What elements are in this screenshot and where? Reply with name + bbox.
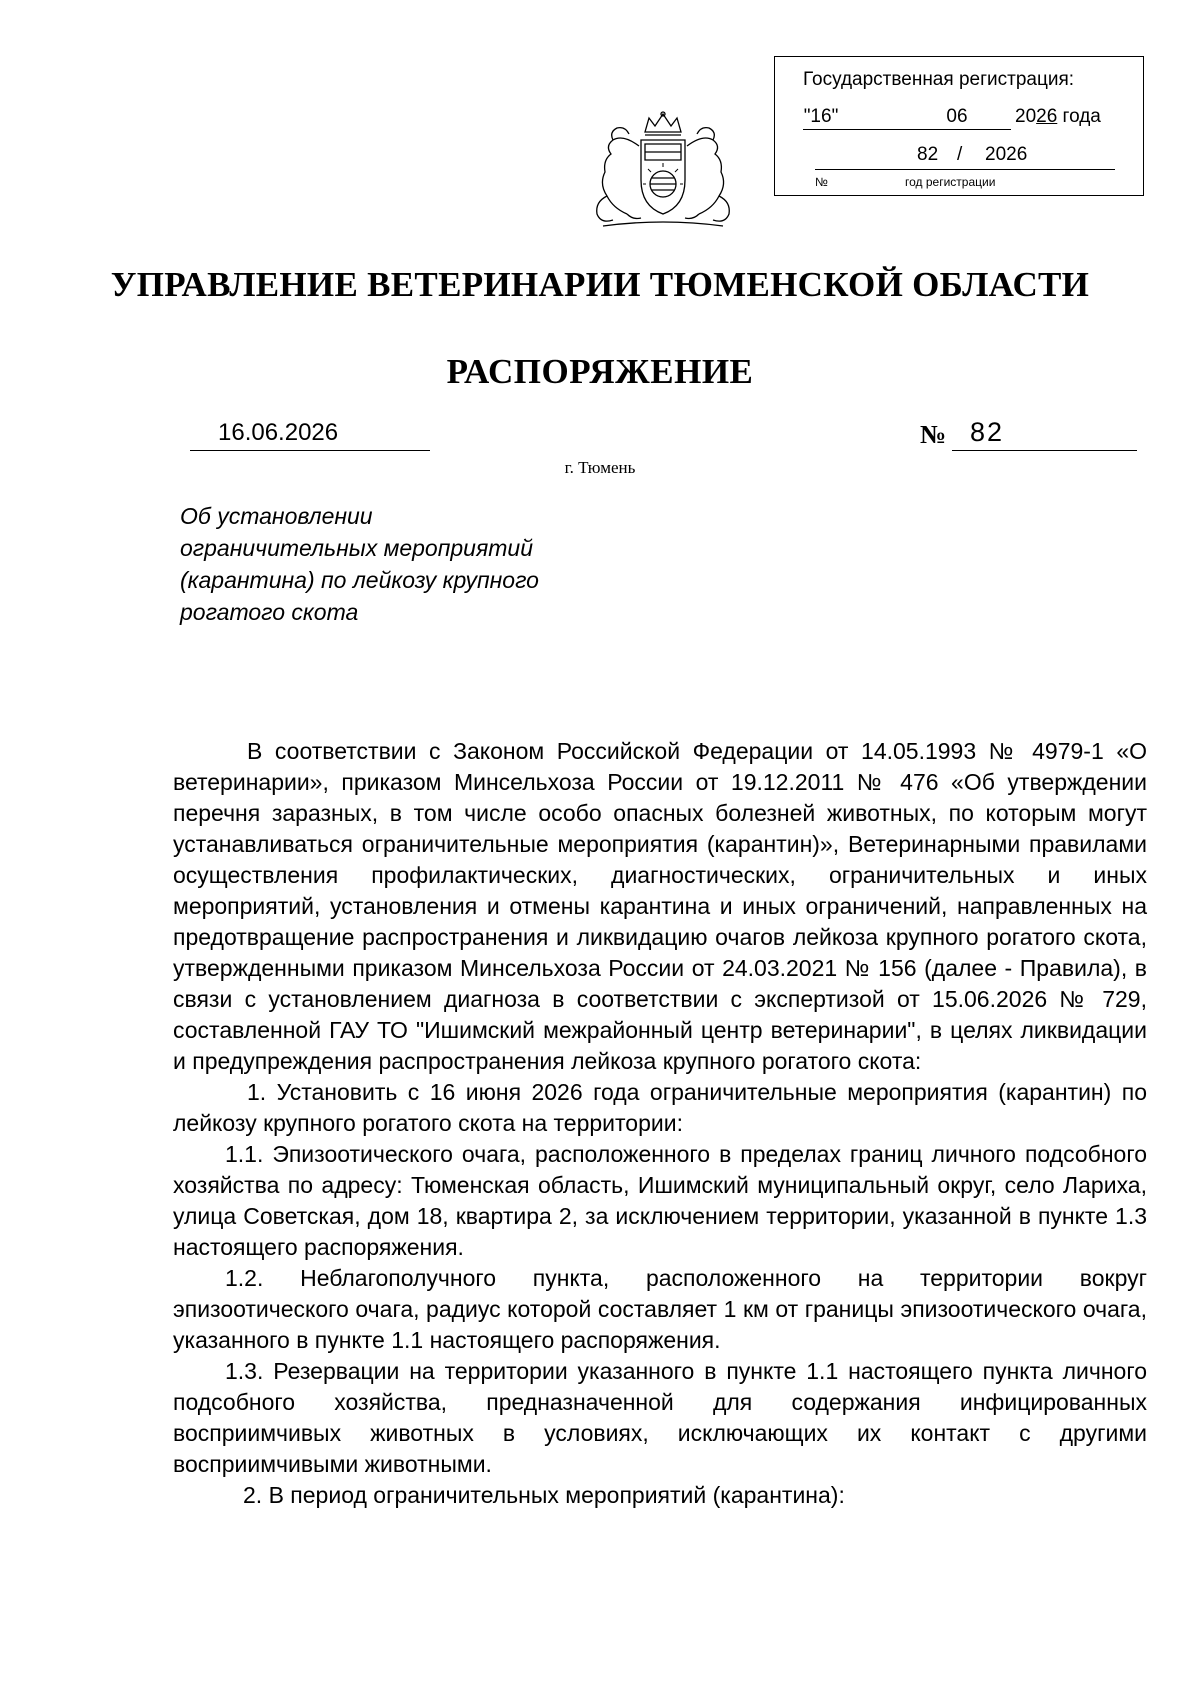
document-body [173, 736, 1147, 1511]
registration-number: 82 [917, 144, 939, 165]
registration-year-suffix: года [1057, 106, 1101, 127]
registration-caption-number: № [815, 175, 828, 189]
document-number-line [952, 416, 1137, 451]
registration-slash: / [957, 144, 963, 165]
document-type: РАСПОРЯЖЕНИЕ [446, 352, 754, 391]
document-city: г. Тюмень [564, 458, 636, 477]
organization-title: УПРАВЛЕНИЕ ВЕТЕРИНАРИИ ТЮМЕНСКОЙ ОБЛАСТИ [110, 265, 1090, 304]
registration-year-group [1015, 105, 1101, 129]
registration-title: Государственная регистрация: [803, 69, 1075, 90]
registration-month: 06 [919, 105, 995, 130]
document-date: 16.06.2026 [218, 419, 339, 446]
clause-1-1: 1.1. Эпизоотического очага, расположенного в пределах границ личного подсобного хозяйства по адресу: Тюменская область, Ишимский муниципальный округ, село Лариха, улица Советская, дом 18, квартира 2, за исключением территории, указанной в пункте 1.3 настоящего распоряжения. [173, 1141, 1147, 1260]
clause-2: 2. В период ограничительных мероприятий (карантина): [243, 1482, 845, 1508]
registration-date [803, 105, 1123, 131]
clause-1: 1. Установить с 16 июня 2026 года ограничительные мероприятия (карантин) по лейкозу крупного рогатого скота на территории: [173, 1079, 1147, 1136]
registration-year: 2026 [985, 144, 1028, 165]
document-number-label: № [920, 420, 947, 449]
registration-number-line [815, 143, 1115, 170]
coat-of-arms-icon [583, 110, 743, 232]
document-number: 82 [970, 417, 1005, 447]
registration-stamp [774, 56, 1144, 196]
clause-1-3: 1.3. Резервации на территории указанного в пункте 1.1 настоящего пункта личного подсобного хозяйства, предназначенной для содержания инфицированных восприимчивых животных в условиях, исключающих их контакт с другими восприимчивыми животными. [173, 1358, 1147, 1477]
registration-day-underline [839, 105, 919, 130]
subject-line: Об установлении [180, 503, 373, 529]
preamble-paragraph: В соответствии с Законом Российской Федерации от 14.05.1993 № 4979-1 «О ветеринарии», приказом Минсельхоза России от 19.12.2011 № 476 «Об утверждении перечня заразных, в том числе особо опасных болезней животных, по которым могут устанавливаться ограничительные мероприятия (карантин)», Ветеринарными правилами осуществления профилактических, диагностических, ограничительных и иных мероприятий, установления и отмены карантина и иных ограничений, направленных на предотвращение распространения и ликвидацию очагов лейкоза крупного рогатого скота, утвержденными приказом Минсельхоза России от 24.03.2021 № 156 (далее - Правила), в связи с установлением диагноза в соответствии с экспертизой от 15.06.2026 № 729, составленной ГАУ ТО "Ишимский межрайонный центр ветеринарии", в целях ликвидации и предупреждения распространения лейкоза крупного рогатого скота: [173, 738, 1147, 1074]
subject-line: рогатого скота [180, 599, 359, 625]
document-date-line [190, 418, 430, 451]
document-subject [180, 500, 620, 628]
subject-line: ограничительных мероприятий [180, 535, 533, 561]
registration-month-underline [995, 105, 1011, 130]
registration-year-underlined: 26 [1036, 106, 1058, 127]
subject-line: (карантина) по лейкозу крупного [180, 567, 539, 593]
clause-1-2: 1.2. Неблагополучного пункта, расположенного на территории вокруг эпизоотического очага, радиус которой составляет 1 км от границы эпизоотического очага, указанного в пункте 1.1 настоящего распоряжения. [173, 1265, 1147, 1353]
registration-year-prefix: 20 [1015, 106, 1037, 127]
registration-caption-year: год регистрации [905, 175, 996, 189]
registration-day: "16" [803, 105, 839, 130]
